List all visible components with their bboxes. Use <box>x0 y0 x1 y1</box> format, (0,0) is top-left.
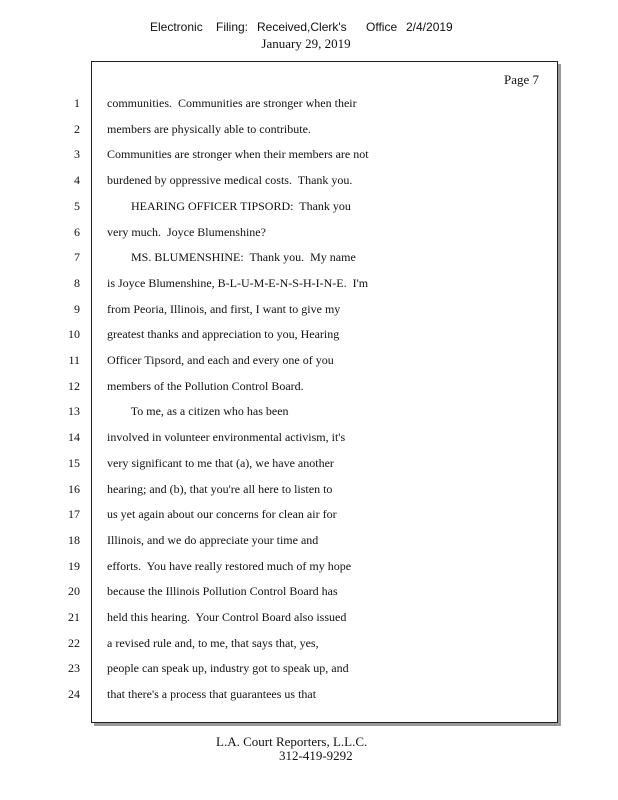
line-number: 16 <box>68 482 80 496</box>
transcript-line: To me, as a citizen who has been <box>107 404 289 418</box>
transcript-line: from Peoria, Illinois, and first, I want to give my <box>107 302 341 316</box>
transcript-line: because the Illinois Pollution Control Board has <box>107 584 338 598</box>
line-number: 11 <box>68 353 80 367</box>
line-number: 17 <box>68 507 80 521</box>
line-number: 6 <box>74 225 80 239</box>
transcript-line: Communities are stronger when their members are not <box>107 147 369 161</box>
transcript-line: members of the Pollution Control Board. <box>107 379 304 393</box>
line-number: 4 <box>74 173 80 187</box>
line-number: 22 <box>68 636 80 650</box>
transcript-line: communities. Communities are stronger when their <box>107 96 357 110</box>
line-number: 18 <box>68 533 80 547</box>
line-number: 2 <box>74 122 80 136</box>
electronic-filing-stamp <box>0 20 618 36</box>
line-number: 21 <box>68 610 80 624</box>
line-number: 24 <box>68 687 80 701</box>
line-number: 7 <box>74 250 80 264</box>
transcript-line: HEARING OFFICER TIPSORD: Thank you <box>107 199 351 213</box>
transcript-line: held this hearing. Your Control Board also issued <box>107 610 347 624</box>
line-number: 1 <box>74 96 80 110</box>
transcript-line: very much. Joyce Blumenshine? <box>107 225 266 239</box>
line-number: 5 <box>74 199 80 213</box>
transcript-line: hearing; and (b), that you're all here to listen to <box>107 482 333 496</box>
transcript-line: that there's a process that guarantees us that <box>107 687 317 701</box>
transcript-line: people can speak up, industry got to speak up, and <box>107 661 349 675</box>
transcript-line: involved in volunteer environmental activism, it's <box>107 430 346 444</box>
line-number: 8 <box>74 276 80 290</box>
stamp-word: Received,Clerk's <box>257 20 347 34</box>
transcript-line: Officer Tipsord, and each and every one of you <box>107 353 334 367</box>
stamp-word: Filing: <box>216 20 249 34</box>
line-number: 15 <box>68 456 80 470</box>
transcript-date: January 29, 2019 <box>261 36 351 51</box>
reporter-company: L.A. Court Reporters, L.L.C. <box>216 734 368 749</box>
transcript-line: Illinois, and we do appreciate your time and <box>107 533 319 547</box>
transcript-line: us yet again about our concerns for clean air for <box>107 507 337 521</box>
stamp-date: 2/4/2019 <box>406 20 453 34</box>
reporter-phone: 312-419-9292 <box>279 748 353 763</box>
page-number: Page 7 <box>503 72 539 87</box>
transcript-line: greatest thanks and appreciation to you, Hearing <box>107 327 340 341</box>
stamp-word: Electronic <box>150 20 203 34</box>
transcript-line: burdened by oppressive medical costs. Thank you. <box>107 173 353 187</box>
line-number: 20 <box>68 584 80 598</box>
transcript-line: efforts. You have really restored much of my hope <box>107 559 352 573</box>
line-number: 13 <box>68 404 80 418</box>
line-number: 12 <box>68 379 80 393</box>
line-number: 10 <box>68 327 80 341</box>
line-number: 9 <box>74 302 80 316</box>
transcript-line: very significant to me that (a), we have another <box>107 456 334 470</box>
transcript-line: is Joyce Blumenshine, B-L-U-M-E-N-S-H-I-N-E. I'm <box>107 276 369 290</box>
transcript-line: members are physically able to contribute. <box>107 122 311 136</box>
line-number: 23 <box>68 661 80 675</box>
line-number: 19 <box>68 559 80 573</box>
line-number: 14 <box>68 430 80 444</box>
transcript-line: a revised rule and, to me, that says that, yes, <box>107 636 319 650</box>
transcript-line: MS. BLUMENSHINE: Thank you. My name <box>107 250 356 264</box>
stamp-word: Office <box>366 20 398 34</box>
line-number: 3 <box>74 147 80 161</box>
